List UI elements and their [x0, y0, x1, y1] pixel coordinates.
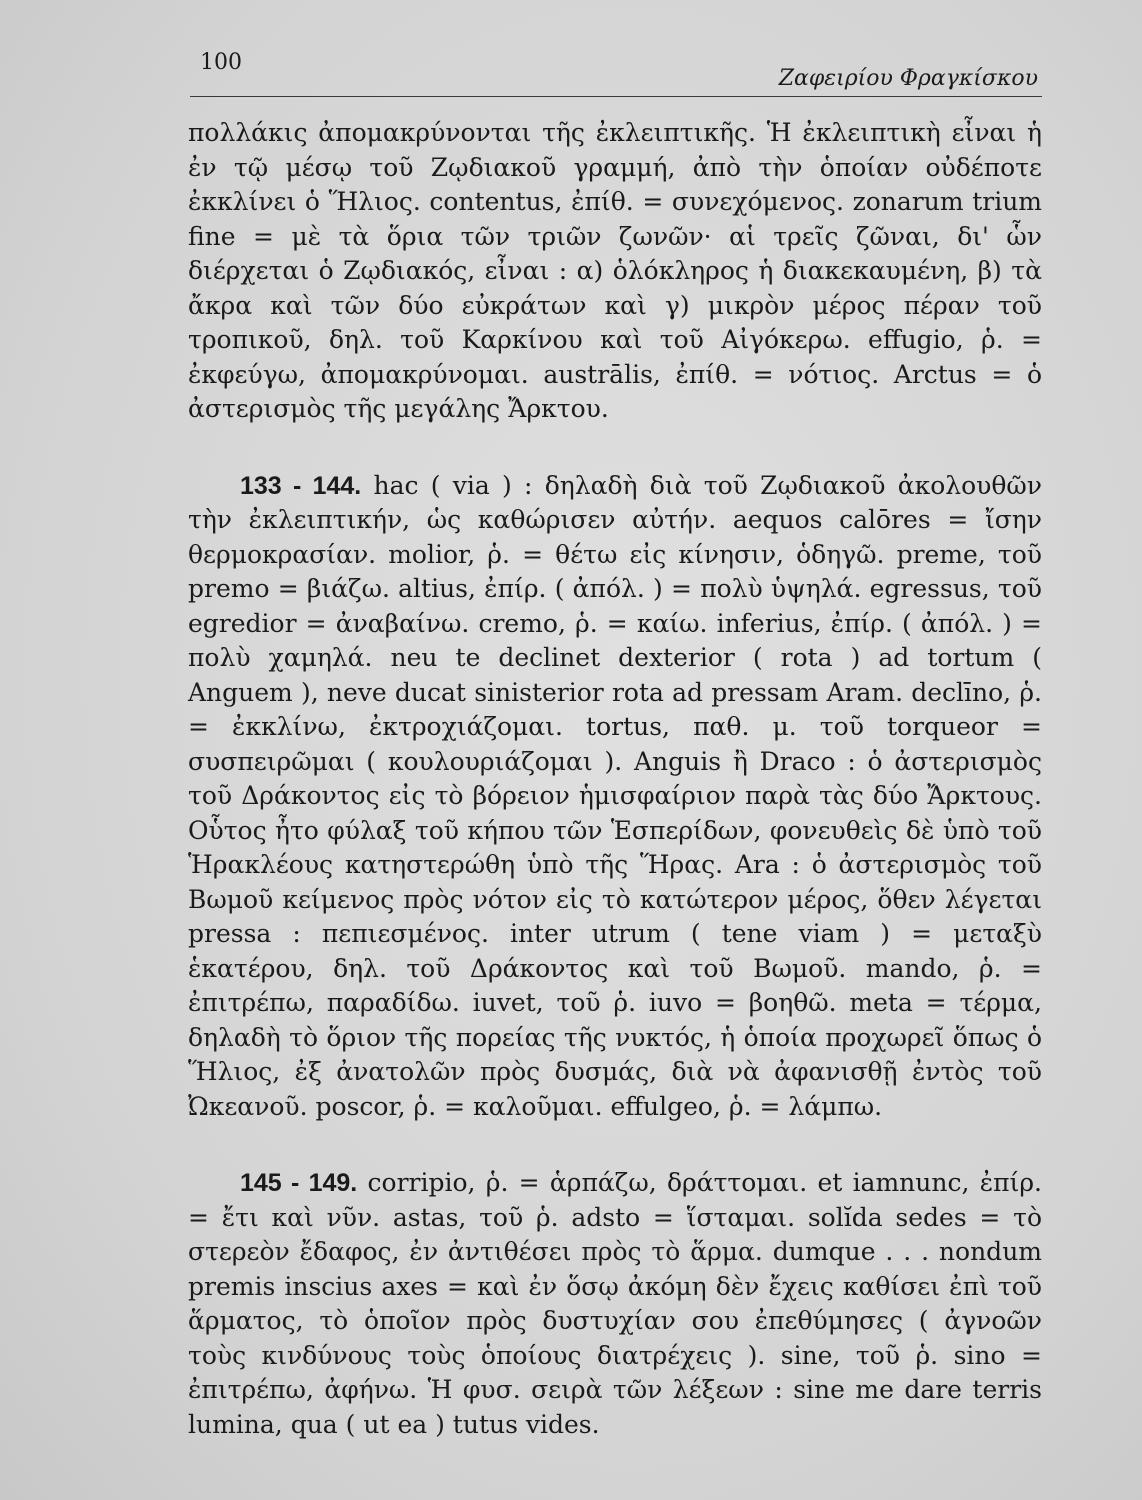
paragraph-text: corripio, ῥ. = ἁρπάζω, δράττομαι. et iamnunc, ἐπίρ. = ἔτι καὶ νῦν. astas, τοῦ ῥ. adsto = ἵσταμαι. solĭda sedes = τὸ στερεὸν ἔδαφος, ἐν ἀντιθέσει πρὸς τὸ ἅρμα. dumque . . . nondum premis inscius axes = καὶ ἐν ὅσῳ ἀκόμη δὲν ἔχεις καθίσει ἐπὶ τοῦ ἅρματος, τὸ ὁποῖον πρὸς δυστυχίαν σου ἐπεθύμησες ( ἀγνοῶν τοὺς κινδύνους τοὺς ὁποίους διατρέχεις ). sine, τοῦ ῥ. sino = ἐπιτρέπω, ἀφήνω. Ἡ φυσ. σειρὰ τῶν λέξεων : sine me dare terris lumina, qua ( ut ea ) tutus vides.	[188, 1168, 1042, 1439]
paragraph-133-144	[188, 469, 1042, 1125]
page-header	[190, 50, 1042, 97]
paragraph-gap	[188, 1124, 1042, 1166]
paragraph-text: πολλάκις ἀπομακρύνονται τῆς ἐκλειπτικῆς. Ἡ ἐκλειπτικὴ εἶναι ἡ ἐν τῷ μέσῳ τοῦ Ζῳδιακοῦ γραμμή, ἀπὸ τὴν ὁποίαν οὐδέποτε ἐκκλίνει ὁ Ἥλιος. contentus, ἐπίθ. = συνεχόμενος. zonarum trium fine = μὲ τὰ ὅρια τῶν τριῶν ζωνῶν· αἱ τρεῖς ζῶναι, δι' ὧν διέρχεται ὁ Ζῳδιακός, εἶναι : α) ὁλόκληρος ἡ διακεκαυμένη, β) τὰ ἄκρα καὶ τῶν δύο εὐκράτων καὶ γ) μικρὸν μέρος πέραν τοῦ τροπικοῦ, δηλ. τοῦ Καρκίνου καὶ τοῦ Αἰγόκερω. effugio, ῥ. = ἐκφεύγω, ἀπομακρύνομαι. austrālis, ἐπίθ. = νότιος. Arctus = ὁ ἀστερισμὸς τῆς μεγάλης Ἄρκτου.	[188, 118, 1042, 423]
paragraph-text: hac ( via ) : δηλαδὴ διὰ τοῦ Ζῳδιακοῦ ἀκολουθῶν τὴν ἐκλειπτικήν, ὡς καθώρισεν αὐτήν. aequos calōres = ἴσην θερμοκρασίαν. molior, ῥ. = θέτω εἰς κίνησιν, ὁδηγῶ. preme, τοῦ premo = βιάζω. altius, ἐπίρ. ( ἀπόλ. ) = πολὺ ὑψηλά. egressus, τοῦ egredior = ἀναβαίνω. cremo, ῥ. = καίω. inferius, ἐπίρ. ( ἀπόλ. ) = πολὺ χαμηλά. neu te declinet dexterior ( rota ) ad tortum ( Anguem ), neve ducat sinisterior rota ad pressam Aram. declīno, ῥ. = ἐκκλίνω, ἐκτροχιάζομαι. tortus, παθ. μ. τοῦ torqueor = συσπειρῶμαι ( κουλουριάζομαι ). Anguis ἢ Draco : ὁ ἀστερισμὸς τοῦ Δράκοντος εἰς τὸ βόρειον ἡμισφαίριον παρὰ τὰς δύο Ἄρκτους. Οὗτος ἦτο φύλαξ τοῦ κήπου τῶν Ἑσπερίδων, φονευθεὶς δὲ ὑπὸ τοῦ Ἡρακλέους κατηστερώθη ὑπὸ τῆς Ἥρας. Ara : ὁ ἀστερισμὸς τοῦ Βωμοῦ κείμενος πρὸς νότον εἰς τὸ κατώτερον μέρος, ὅθεν λέγεται pressa : πεπιεσμένος. inter utrum ( tene viam ) = μεταξὺ ἑκατέρου, δηλ. τοῦ Δράκοντος καὶ τοῦ Βωμοῦ. mando, ῥ. = ἐπιτρέπω, παραδίδω. iuvet, τοῦ ῥ. iuvo = βοηθῶ. meta = τέρμα, δηλαδὴ τὸ ὅριον τῆς πορείας τῆς νυκτός, ἡ ὁποία προχωρεῖ ὅπως ὁ Ἥλιος, ἐξ ἀνατολῶν πρὸς δυσμάς, διὰ νὰ ἀφανισθῇ ἐντὸς τοῦ Ὠκεανοῦ. poscor, ῥ. = καλοῦμαι. effulgeo, ῥ. = λάμπω.	[188, 470, 1042, 1121]
page-body	[188, 116, 1042, 1442]
verse-range-number: 133 - 144.	[240, 471, 362, 500]
paragraph-145-149	[188, 1166, 1042, 1442]
paragraph-gap	[188, 427, 1042, 469]
verse-range-number: 145 - 149.	[240, 1169, 358, 1197]
running-head: Ζαφειρίου Φραγκίσκου	[778, 66, 1038, 91]
paragraph-continuation	[188, 116, 1042, 427]
page-number: 100	[200, 50, 242, 75]
